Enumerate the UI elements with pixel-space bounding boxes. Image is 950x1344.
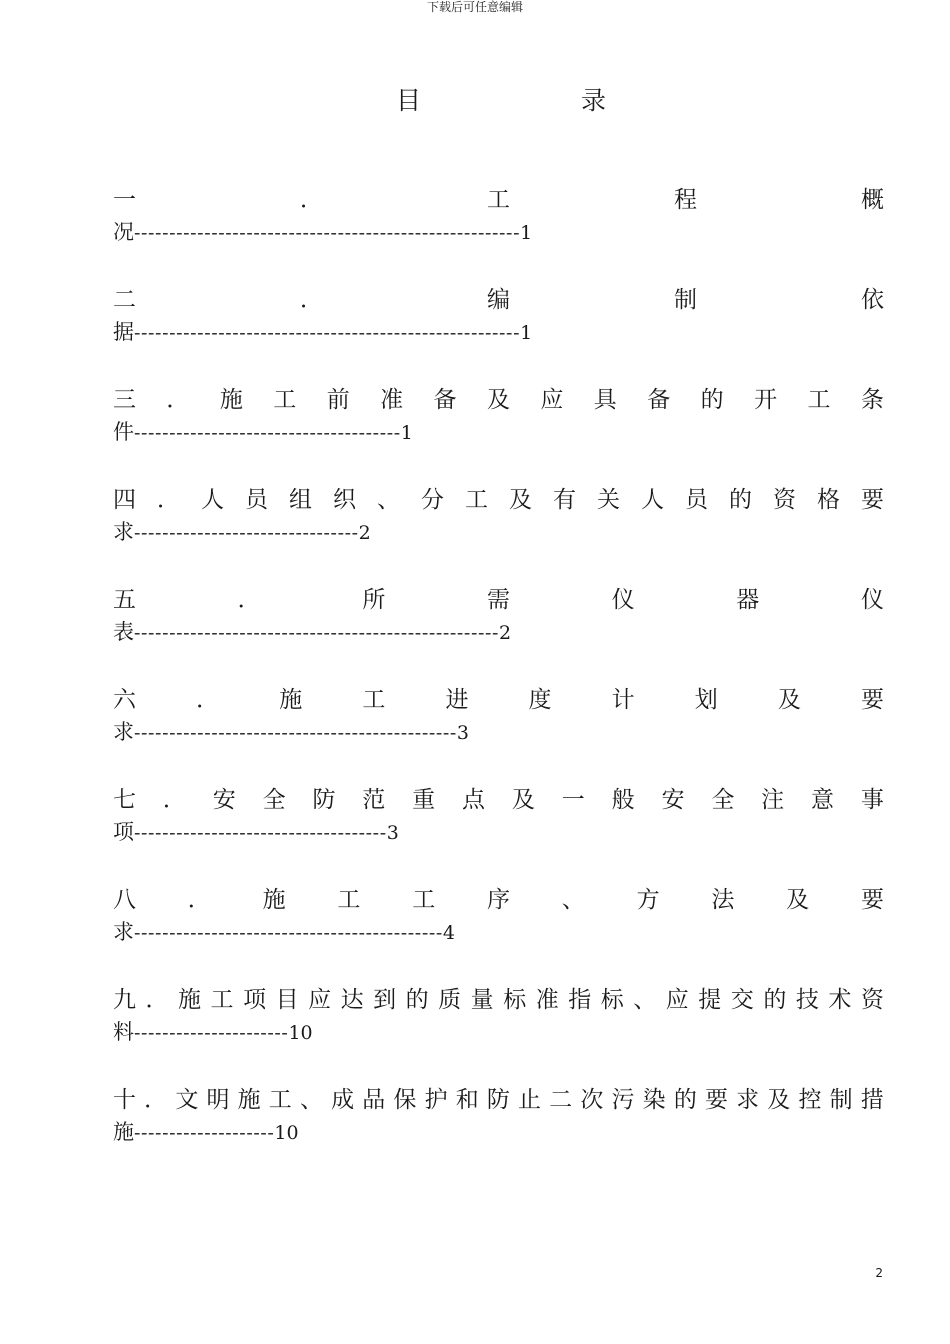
toc-dot-leader: ----------------------	[134, 1022, 289, 1044]
toc-page-number: 10	[274, 1122, 299, 1144]
toc-entry-title-line: 九 ． 施 工 项 目 应 达 到 的 质 量 标 准 指 标 、 应 提 交 的 技 术 资	[113, 987, 884, 1013]
toc-dot-leader: --------------------	[134, 1122, 275, 1144]
toc-entry[interactable]	[113, 782, 884, 882]
toc-page-number: 10	[288, 1022, 313, 1044]
toc-entry-title-line: 三 ． 施 工 前 准 备 及 应 具 备 的 开 工 条	[113, 387, 884, 413]
toc-entry[interactable]	[113, 382, 884, 482]
toc-entry-title-line: 六 ． 施 工 进 度 计 划 及 要	[113, 687, 884, 713]
toc-page-number: 3	[456, 722, 470, 744]
toc-page-number: 1	[400, 422, 413, 444]
toc-entry-leader-line: 项------------------------------------3	[113, 820, 399, 844]
toc-entry[interactable]	[113, 582, 884, 682]
toc-dot-leader: --------------------------------------	[134, 422, 401, 444]
toc-entry-title-line: 四 ． 人 员 组 织 、 分 工 及 有 关 人 员 的 资 格 要	[113, 487, 884, 513]
toc-entry-title-line: 一 ． 工 程 概	[113, 187, 884, 213]
toc-entry[interactable]	[113, 182, 884, 282]
toc-page-number: 2	[358, 522, 371, 544]
toc-entry-title-line: 八 ． 施 工 工 序 、 方 法 及 要	[113, 887, 884, 913]
toc-dot-leader: ----------------------------------------------------	[134, 622, 500, 644]
page-header: 下载后可任意编辑	[426, 0, 523, 14]
toc-page-number: 1	[520, 322, 533, 344]
toc-page-number: 3	[386, 822, 399, 844]
toc-entry-title-line: 七 ． 安 全 防 范 重 点 及 一 般 安 全 注 意 事	[113, 787, 884, 813]
toc-entry[interactable]	[113, 482, 884, 582]
toc-entry-leader-line: 求--------------------------------2	[113, 520, 371, 544]
toc-entry-title-line: 五 ． 所 需 仪 器 仪	[113, 587, 884, 613]
toc-dot-leader: --------------------------------------------	[134, 922, 443, 944]
toc-entry[interactable]	[113, 682, 884, 782]
toc-page-number: 4	[442, 922, 455, 944]
toc-entry[interactable]	[113, 1082, 884, 1182]
toc-entry[interactable]	[113, 282, 884, 382]
toc-entry-leader-line: 料----------------------10	[113, 1020, 313, 1044]
toc-entry-leader-line: 据-------------------------------------------------------1	[113, 320, 533, 344]
toc-dot-leader: ----------------------------------------------	[134, 722, 457, 744]
toc-entry-leader-line: 表----------------------------------------------------2	[113, 620, 512, 644]
table-of-contents	[113, 182, 884, 1182]
toc-entry[interactable]	[113, 982, 884, 1082]
toc-dot-leader: -------------------------------------------------------	[134, 322, 521, 344]
toc-title-char-2: 录	[580, 86, 606, 115]
toc-title-char-1: 目	[396, 86, 422, 115]
page-number: 2	[875, 1266, 883, 1280]
toc-title	[396, 84, 606, 118]
toc-entry-leader-line: 施--------------------10	[113, 1120, 299, 1144]
toc-entry-title-line: 二 ． 编 制 依	[113, 287, 884, 313]
toc-entry-title-line: 十 ． 文 明 施 工 、 成 品 保 护 和 防 止 二 次 污 染 的 要 求 及 控 制 措	[113, 1087, 884, 1113]
toc-entry-leader-line: 件--------------------------------------1	[113, 420, 413, 444]
toc-page-number: 1	[520, 222, 533, 244]
toc-dot-leader: -------------------------------------------------------	[134, 222, 521, 244]
toc-entry-leader-line: 求----------------------------------------------3	[113, 720, 470, 744]
toc-page-number: 2	[499, 622, 512, 644]
toc-entry-leader-line: 求--------------------------------------------4	[113, 920, 455, 944]
toc-dot-leader: --------------------------------	[134, 522, 359, 544]
toc-entry[interactable]	[113, 882, 884, 982]
toc-entry-leader-line: 况-------------------------------------------------------1	[113, 220, 533, 244]
toc-dot-leader: ------------------------------------	[134, 822, 387, 844]
